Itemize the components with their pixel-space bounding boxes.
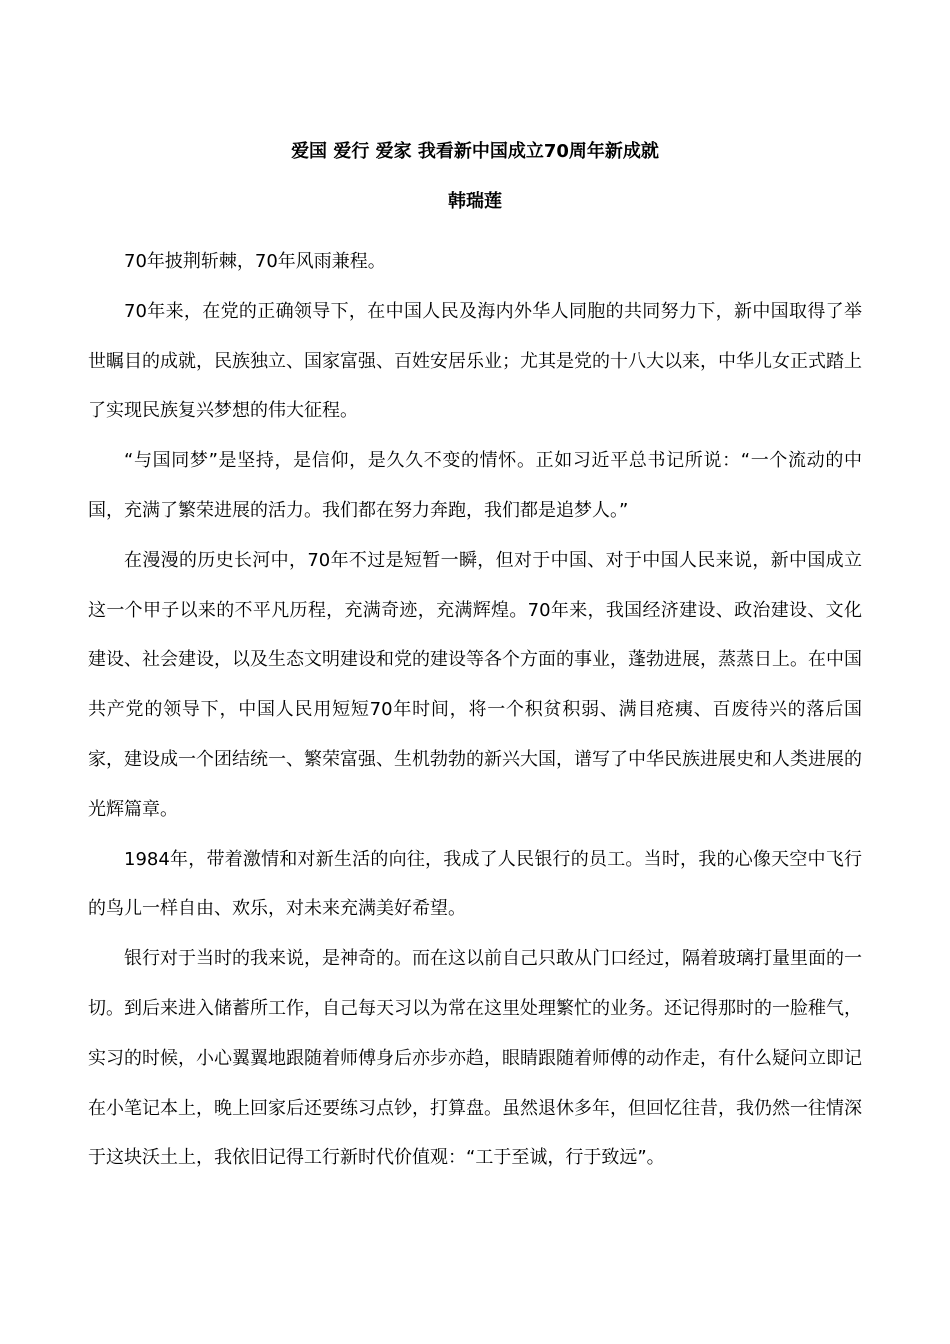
paragraph: “与国同梦”是坚持，是信仰，是久久不变的情怀。正如习近平总书记所说：“一个流动的中国，充满了繁荣进展的活力。我们都在努力奔跑，我们都是追梦人。” bbox=[88, 450, 862, 521]
paragraph: 在漫漫的历史长河中，70年不过是短暂一瞬，但对于中国、对于中国人民来说，新中国成立这一个甲子以来的不平凡历程，充满奇迹，充满辉煌。70年来，我国经济建设、政治建设、文化建设、社会建设，以及生态文明建设和党的建设等各个方面的事业，蓬勃进展，蒸蒸日上。在中国共产党的领导下，中国人民用短短70年时间，将一个积贫积弱、满目疮痍、百废待兴的落后国家，建设成一个团结统一、繁荣富强、生机勃勃的新兴大国，谱写了中华民族进展史和人类进展的光辉篇章。 bbox=[88, 549, 862, 820]
author-name: 韩瑞莲 bbox=[448, 191, 502, 212]
paragraph: 70年来，在党的正确领导下，在中国人民及海内外华人同胞的共同努力下，新中国取得了举世瞩目的成就，民族独立、国家富强、百姓安居乐业；尤其是党的十八大以来，中华儿女正式踏上了实现民族复兴梦想的伟大征程。 bbox=[88, 300, 862, 422]
paragraph: 银行对于当时的我来说，是神奇的。而在这以前自己只敢从门口经过，隔着玻璃打量里面的一切。到后来进入储蓄所工作，自己每天习以为常在这里处理繁忙的业务。还记得那时的一脸稚气，实习的时候，小心翼翼地跟随着师傅身后亦步亦趋，眼睛跟随着师傅的动作走，有什么疑问立即记在小笔记本上，晚上回家后还要练习点钞，打算盘。虽然退休多年，但回忆往昔，我仍然一往情深于这块沃土上，我依旧记得工行新时代价值观：“工于至诚，行于致远”。 bbox=[88, 948, 862, 1169]
paragraph: 70年披荆斩棘，70年风雨兼程。 bbox=[124, 251, 386, 272]
paragraph: 1984年，带着激情和对新生活的向往，我成了人民银行的员工。当时，我的心像天空中飞行的鸟儿一样自由、欢乐，对未来充满美好希望。 bbox=[88, 848, 862, 920]
document-body bbox=[88, 237, 862, 1183]
document-title: 爱国 爱行 爱家 我看新中国成立70周年新成就 bbox=[291, 141, 659, 162]
